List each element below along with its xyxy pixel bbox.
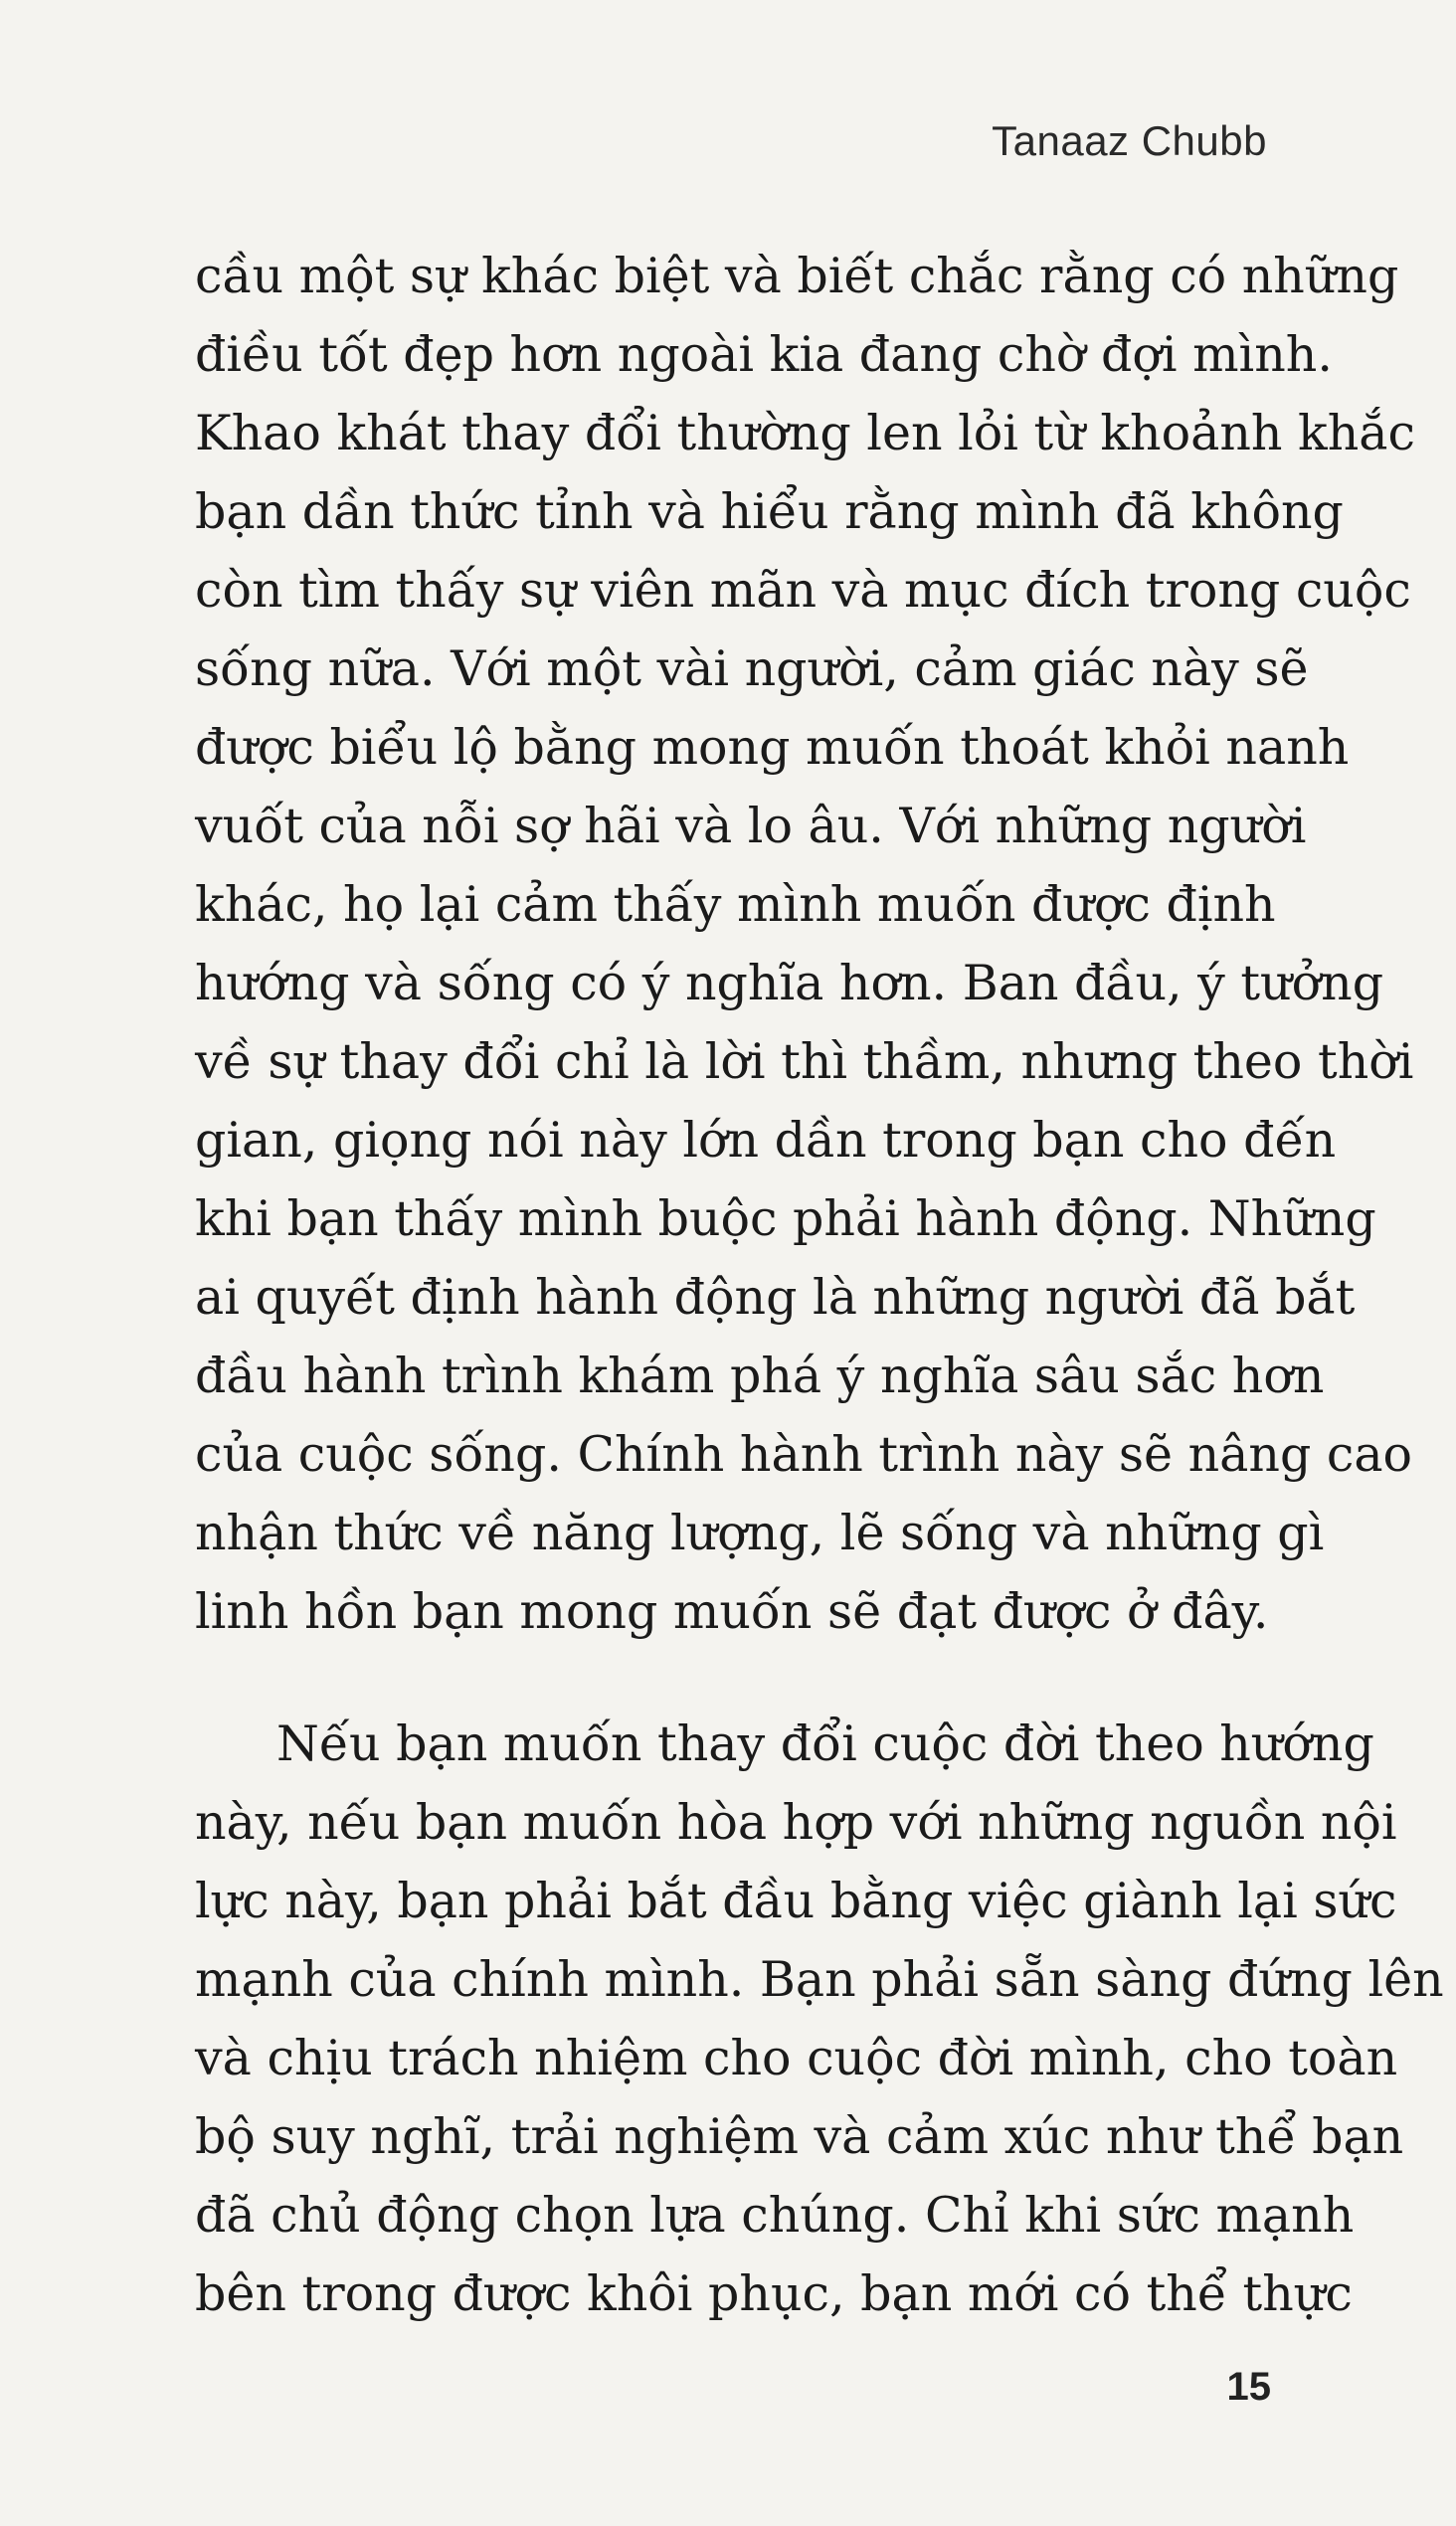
- text-line: cầu một sự khác biệt và biết chắc rằng có những: [195, 248, 1399, 304]
- text-line: của cuộc sống. Chính hành trình này sẽ nâng cao: [195, 1426, 1413, 1483]
- text-line: vuốt của nỗi sợ hãi và lo âu. Với những người: [195, 798, 1307, 854]
- body-text: [195, 237, 1444, 2333]
- text-line: hướng và sống có ý nghĩa hơn. Ban đầu, ý tưởng: [195, 955, 1384, 1011]
- text-line: Nếu bạn muốn thay đổi cuộc đời theo hướng: [276, 1715, 1374, 1772]
- text-line: mạnh của chính mình. Bạn phải sẵn sàng đứng lên: [195, 1951, 1444, 2008]
- text-line: được biểu lộ bằng mong muốn thoát khỏi nanh: [195, 719, 1350, 776]
- text-line: lực này, bạn phải bắt đầu bằng việc giành lại sức: [195, 1873, 1397, 1929]
- text-line: sống nữa. Với một vài người, cảm giác này sẽ: [195, 640, 1309, 697]
- text-line: bộ suy nghĩ, trải nghiệm và cảm xúc như thể bạn: [195, 2108, 1404, 2165]
- text-line: khi bạn thấy mình buộc phải hành động. Những: [195, 1190, 1376, 1247]
- text-line: nhận thức về năng lượng, lẽ sống và những gì: [195, 1505, 1325, 1561]
- text-line: về sự thay đổi chỉ là lời thì thầm, nhưng theo thời: [195, 1033, 1414, 1090]
- page-number: 15: [1226, 2365, 1271, 2409]
- text-line: ai quyết định hành động là những người đã bắt: [195, 1269, 1356, 1326]
- text-line: gian, giọng nói này lớn dần trong bạn cho đến: [195, 1112, 1337, 1169]
- text-line: linh hồn bạn mong muốn sẽ đạt được ở đây.: [195, 1583, 1269, 1640]
- text-line: và chịu trách nhiệm cho cuộc đời mình, cho toàn: [195, 2030, 1398, 2086]
- text-line: đầu hành trình khám phá ý nghĩa sâu sắc hơn: [195, 1348, 1325, 1404]
- text-line: Khao khát thay đổi thường len lỏi từ khoảnh khắc: [195, 405, 1415, 461]
- text-line: khác, họ lại cảm thấy mình muốn được định: [195, 876, 1276, 933]
- paragraph-gap: [195, 1651, 1271, 1705]
- text-line: còn tìm thấy sự viên mãn và mục đích trong cuộc: [195, 562, 1411, 619]
- running-header-author: Tanaaz Chubb: [992, 117, 1267, 164]
- text-line: bên trong được khôi phục, bạn mới có thể thực: [195, 2265, 1353, 2322]
- text-line: điều tốt đẹp hơn ngoài kia đang chờ đợi mình.: [195, 326, 1333, 383]
- text-line: đã chủ động chọn lựa chúng. Chỉ khi sức mạnh: [195, 2187, 1355, 2244]
- text-line: bạn dần thức tỉnh và hiểu rằng mình đã không: [195, 483, 1344, 540]
- text-line: này, nếu bạn muốn hòa hợp với những nguồn nội: [195, 1794, 1397, 1851]
